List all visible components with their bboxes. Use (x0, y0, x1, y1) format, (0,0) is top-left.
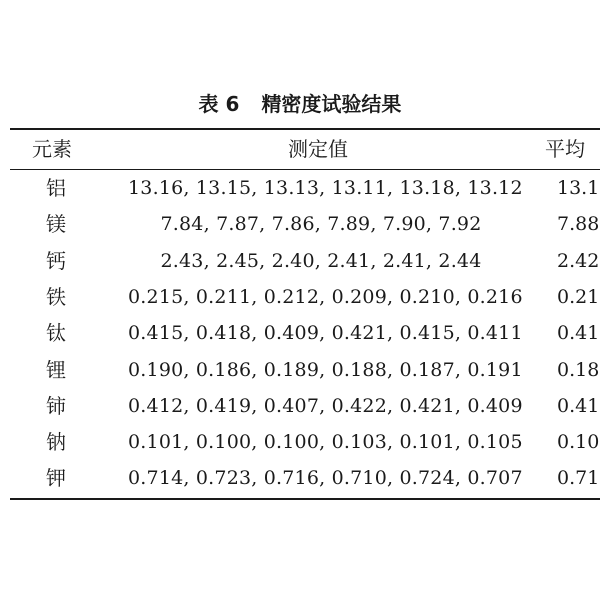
row-element: 镁 (46, 212, 66, 236)
row-values: 0.412, 0.419, 0.407, 0.422, 0.421, 0.409 (128, 395, 523, 417)
row-mean: 0.10 (557, 431, 600, 453)
table-bottom-rule (10, 498, 600, 500)
table-row (0, 352, 600, 388)
row-element: 钠 (46, 430, 66, 454)
row-element: 钛 (46, 321, 66, 345)
row-values: 0.714, 0.723, 0.716, 0.710, 0.724, 0.707 (128, 467, 523, 489)
row-element: 铁 (46, 285, 66, 309)
row-values: 0.415, 0.418, 0.409, 0.421, 0.415, 0.411 (128, 322, 523, 344)
row-values: 7.84, 7.87, 7.86, 7.89, 7.90, 7.92 (160, 213, 482, 235)
row-values: 0.101, 0.100, 0.100, 0.103, 0.101, 0.105 (128, 431, 523, 453)
row-values: 0.190, 0.186, 0.189, 0.188, 0.187, 0.191 (128, 359, 523, 381)
table-caption-label: 表 6 (198, 92, 240, 116)
row-element: 锂 (46, 358, 66, 382)
table-top-rule (10, 128, 600, 130)
row-element: 钾 (46, 466, 66, 490)
row-mean: 2.42 (557, 250, 600, 272)
header-values: 测定值 (288, 137, 348, 161)
row-element: 钙 (46, 249, 66, 273)
row-mean: 0.41 (557, 322, 600, 344)
table-row (0, 206, 600, 242)
row-element: 铈 (46, 394, 66, 418)
header-element: 元素 (32, 137, 72, 161)
table-caption-text: 精密度试验结果 (261, 92, 402, 116)
header-mean: 平均 (545, 137, 585, 161)
table-row (0, 315, 600, 351)
row-mean: 0.21 (557, 286, 600, 308)
table-caption (0, 91, 600, 117)
table-row (0, 243, 600, 279)
table-row (0, 170, 600, 206)
row-mean: 0.71 (557, 467, 600, 489)
row-values: 0.215, 0.211, 0.212, 0.209, 0.210, 0.216 (128, 286, 523, 308)
table-row (0, 279, 600, 315)
row-mean: 0.41 (557, 395, 600, 417)
row-values: 2.43, 2.45, 2.40, 2.41, 2.41, 2.44 (160, 250, 482, 272)
row-mean: 0.18 (557, 359, 600, 381)
table-row (0, 460, 600, 496)
table-row (0, 424, 600, 460)
row-element: 铝 (46, 176, 66, 200)
row-values: 13.16, 13.15, 13.13, 13.11, 13.18, 13.12 (128, 177, 523, 199)
row-mean: 7.88 (557, 213, 600, 235)
table-row (0, 388, 600, 424)
row-mean: 13.1 (557, 177, 600, 199)
